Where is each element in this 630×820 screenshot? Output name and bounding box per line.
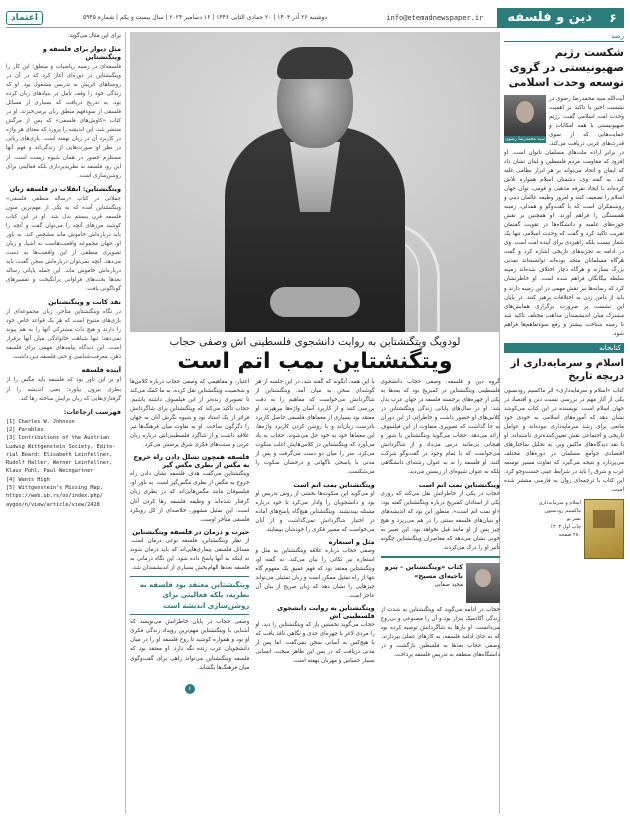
- main-article: [130, 32, 500, 814]
- left-subhead-1: مثل دیوار برای فلسفه و ویتگنشتاین: [42, 45, 121, 62]
- references-title: فهرست ارجاعات:: [63, 407, 121, 416]
- left-subhead-3: نقد کانت و ویتگنشتاین: [48, 298, 121, 307]
- col2-body-2: او می‌گوید این سکوت‌ها بخشی از روش تدریس او بود و دانشجویان را وادار می‌کرد تا خود درباره مسئله بیندیشند. ویتگنشتاین هیچ‌گاه پاسخ‌های آماده در اختیار شاگردانش نمی‌گذاشت و از آنان می‌خواست که مسیر فکری را خودشان بپیمایند.: [255, 490, 375, 533]
- article-column-1: [381, 378, 500, 808]
- author-face: [516, 101, 534, 123]
- author-photo-caption: سید محمدرضا رضوی: [505, 136, 545, 142]
- col2-body-4: حجاب می‌گوید نخستین بار که ویتگنشتاین را دید، او را مردی لاغر با چهره‌ای جدی و نگاهی نافذ یافت که با هیچ‌کس به آسانی سخن نمی‌گفت. اما پس از مدتی دریافت که در پس این ظاهر سخت، انسانی بسیار حساس و مهربان نهفته است.: [255, 622, 375, 665]
- left-column: [6, 32, 126, 814]
- col3-body: اعتبار، و مفاهیمی که وصفی حجاب درباره کلاس‌ها و شخصیت ویتگنشتاین نقل کرده، به ما کمک می‌کند تا تصویری زنده‌تر از این فیلسوف داشته باشیم. حجاب تأکید می‌کند که ویتگنشتاین برای شاگردانش فراتر از یک استاد بود و شیوه نگرش آنان به جهان را دگرگون ساخت. او به تفاوت میان فرهنگ‌ها نیز علاقه داشت و از شاگرد فلسطینی‌اش درباره زبان عربی و سنت‌های فکری شرق پرسش می‌کرد.: [130, 379, 250, 449]
- col2-body-3: وصفی حجاب درباره علاقه ویتگنشتاین به مثل و استعاره نیز نکاتی را بیان می‌کند. به گفته او، ویتگنشتاین معتقد بود که فهم عمیق یک مفهوم گاه تنها از راه تمثیل ممکن است و زبان تمثیلی می‌تواند چیزهایی را نشان دهد که زبان صریح از بیان آن عاجز است.: [255, 547, 375, 599]
- left-subhead-4: آینده فلسفه: [81, 366, 121, 375]
- col2-subhead: ویتگنشتاین بمب اتم است: [293, 480, 375, 489]
- right-tag: رصد: [504, 32, 624, 42]
- article-headline: ویتگنشتاین بمب اتم است: [177, 349, 453, 374]
- book-review-body: کتاب «اسلام و سرمایه‌داری» اثر ماکسیم رودنسون یکی از آثار مهم در بررسی نسبت دین و اقتصاد در جهان اسلام است. نویسنده در این کتاب می‌کوشد نشان دهد که آموزه‌های اسلامی به خودی خود مانعی برای رشد سرمایه‌داری نبوده‌اند و عوامل تاریخی و اجتماعی نقش تعیین‌کننده‌تری داشته‌اند. او با نقد دیدگاه‌های ماکس وبر، به تحلیل ساختارهای اقتصادی جوامع مسلمان در دوره‌های مختلف می‌پردازد و نتیجه می‌گیرد که تفاوت مسیر توسعه غرب و شرق را باید در شرایط عینی جست‌وجو کرد. این کتاب با ترجمه‌ای روان به فارسی منتشر شده است.: [504, 387, 624, 494]
- col1-body-3: حجاب در ادامه می‌گوید که ویتگنشتاین به شدت از زندگی آکادمیک بیزار بود و آن را مصنوعی و بی‌روح می‌دانست. او بارها به شاگردانش توصیه کرده بود که به جای ادامه فلسفه، به کارهای عملی بپردازند. وصفی حجاب بعدها به فلسطین بازگشت و در دانشگاه‌های منطقه به تدریس فلسفه پرداخت.: [380, 606, 500, 659]
- book-cover-image: [584, 499, 624, 559]
- left-intro: برای این مثال می‌گوید:: [67, 33, 121, 39]
- page-number: ۶: [602, 8, 624, 28]
- article-columns: [130, 378, 500, 808]
- col3-body-4: وصفی حجاب در پایان خاطراتش می‌نویسد که آشنایی با ویتگنشتاین مهم‌ترین رویداد زندگی فکری او بود و همواره کوشید تا روح فلسفه او را در میان دانشجویان عرب زنده نگه دارد. او معتقد بود که فلسفه ویتگنشتاین می‌تواند راهی برای گفت‌وگوی میان فرهنگ‌ها بگشاید.: [130, 619, 250, 671]
- left-body-3: در نگاه ویتگنشتاین متأخر، زبان مجموعه‌ای از بازی‌های متنوع است که هر یک قواعد خاص خود را دارند و هیچ ذات مشترکی آنها را به هم پیوند نمی‌دهد؛ تنها شباهت خانوادگی میان آنها برقرار است. این دیدگاه پیامدهای مهمی برای فلسفه ذهن، معرفت‌شناسی و حتی فلسفه دین داشت.: [6, 309, 121, 361]
- right-article-title: شکست رژیم صهیونیستی در گروی توسعه وحدت اسلامی: [508, 46, 624, 89]
- author-box: [381, 563, 500, 603]
- library-tag: کتابخانه: [504, 343, 624, 353]
- left-body-1: فلسفه‌ای در زمینه ریاضیات و منطق؛ این کار را ویتگنشتاین در دوره‌ای آغاز کرد که در آن در روستاهای اتریش به تدریس مشغول بود. او که زندگی خود را وقف تأمل در بنیادهای زبان کرده بود، به تدریج دریافت که بسیاری از مسائل فلسفی از سوءفهم منطق زبان برمی‌خیزند. او در کتاب «کاوش‌های فلسفی» که پس از مرگش منتشر شد، این اندیشه را پرورد که معنای هر واژه در کاربرد آن در زبان نهفته است. بازی‌های زبانی در نظر او صورت‌هایی از زندگی‌اند و فهم آنها مستلزم حضور در همان شیوه زیست است. از این رو، فلسفه نه نظریه‌پردازی بلکه فعالیتی برای روشن‌سازی است.: [6, 64, 121, 179]
- right-article-body: آیت‌الله سید محمدرضا رضوی در نشست اخیر با تاکید بر اهمیت وحدت امت اسلامی گفت: رژیم صهیونیستی با همه امکانات و حمایت‌هایی که از سوی قدرت‌های غربی دریافت می‌کند، در برابر اراده ملت‌های مسلمان ناتوان است. او افزود که مقاومت مردم فلسطین و لبنان نشان داد که ایمان و اتحاد می‌تواند بر هر ابزار نظامی غلبه کند. به گفته وی، دشمنان اسلام همواره تلاش کرده‌اند با ایجاد تفرقه مذهبی و قومی، توان جهان اسلام را تضعیف کنند و امروز وظیفه عالمان دینی و روشنفکران است که با گفت‌وگو و همدلی، زمینه همبستگی را فراهم آورند. او همچنین بر نقش حوزه‌های علمیه و دانشگاه‌ها در تقویت گفتمان تقریب تاکید کرد و گفت که وحدت اسلامی تنها یک شعار نیست بلکه راهبردی برای آینده امت است. وی در ادامه به تجربه‌های تاریخی اشاره کرد و گفت هرگاه مسلمانان متحد بوده‌اند توانسته‌اند تمدنی بزرگ بسازند و هرگاه دچار اختلاف شده‌اند زمینه سلطه بیگانگان فراهم شده است. او خاطرنشان کرد که رسانه‌ها نیز نقش مهمی در این زمینه دارند و باید از دامن زدن به اختلافات پرهیز کنند. در پایان این نشست بر ضرورت برگزاری همایش‌های مشترک میان اندیشمندان مذاهب مختلف تاکید شد تا زمینه شناخت بیشتر و رفع سوءتفاهم‌ها فراهم شود.: [504, 95, 624, 337]
- date-line: دوشنبه ۲۶ آذر ۱۴۰۳ | ۲۰ جمادی الثانی ۱۴۴۶ | ۱۶ دسامبر ۲۰۲۴ | سال بیست و یکم | شماره ۵۹۴۵: [82, 14, 328, 21]
- col1-body: گروه دین و فلسفه: وصفی حجاب دانشجوی فلسطینی ویتگنشتاین در کمبریج بود که بعدها به یکی از چهره‌های برجسته فلسفه در جهان عرب بدل شد. او در سال‌های پایانی زندگی ویتگنشتاین در کلاس‌های او حضور داشت و خاطراتی از این دوران به جا گذاشت که تصویری متفاوت از این فیلسوف ارائه می‌دهد. حجاب می‌گوید ویتگنشتاین با شور و هیجانی بی‌مانند درس می‌داد و از شاگردانش می‌خواست که با تمام وجود در گفت‌وگو شرکت کنند. او فلسفه را نه به عنوان رشته‌ای دانشگاهی بلکه به عنوان شیوه‌ای از زیستن می‌دید.: [380, 379, 500, 476]
- col3-body-3: از نظر ویتگنشتاین، فلسفه نوعی درمان است. مسائل فلسفی بیماری‌هایی‌اند که باید درمان شوند نه اینکه به آنها پاسخ داده شود. این نگاه درمانی به فلسفه بعدها الهام‌بخش بسیاری از اندیشمندان شد.: [130, 537, 250, 571]
- wittgenstein-photo: [130, 32, 500, 332]
- col2-subhead-3: ویتگنشتاین به روایت دانشجوی فلسطینی اش: [277, 604, 375, 621]
- book-box-inline: [381, 556, 500, 660]
- author-portrait: [466, 563, 500, 603]
- author-book-title: کتاب «ویتگنشتاین – پیرو ناجیه‌ای مسیح»: [384, 562, 463, 580]
- right-column: [499, 32, 624, 814]
- col2-subhead-2: مثل و استعاره: [328, 537, 375, 546]
- left-body-2: جملاتی در کتاب «رساله منطقی فلسفی» ویتگنشتاین آمده که به یکی از مهم‌ترین متون فلسفه قرن بیستم بدل شد. او در این کتاب کوشید مرزهای آنچه را می‌توان گفت و آنچه را باید درباره‌اش خاموش ماند مشخص کند. به باور او، جهان مجموعه واقعیت‌هاست نه اشیا، و زبان تصویری منطقی از این واقعیت‌ها به دست می‌دهد. آنچه نمی‌توان درباره‌اش سخن گفت، باید درباره‌اش خاموش ماند. این جمله پایانی رساله بعدها بحث‌های فراوانی برانگیخت و تفسیرهای گوناگونی یافت.: [6, 195, 121, 293]
- left-body-4: او بر این باور بود که فلسفه باید مگس را از بطری بیرون بیاورد؛ یعنی اندیشه را از گرفتاری‌هایی که زبان برایش ساخته رها کند.: [6, 377, 121, 402]
- col1-body-2: حجاب در یکی از خاطراتش نقل می‌کند که روزی یکی از استادان کمبریج درباره ویتگنشتاین گفته بود: «او بمب اتم است». منظور این بود که اندیشه‌های او بنیان‌های فلسفه سنتی را در هم می‌ریزد و هیچ چیز پس از او مانند قبل نخواهد بود. این تعبیر به خوبی نشان می‌دهد که معاصران ویتگنشتاین چگونه تأثیر او را درک می‌کردند.: [380, 490, 500, 551]
- book-box: [504, 499, 624, 559]
- author-name: مجید صفایی: [434, 582, 463, 589]
- author-photo: [504, 95, 546, 143]
- newspaper-logo: اعتماد: [6, 11, 43, 25]
- page-header: [6, 8, 624, 28]
- email-link[interactable]: info@etemadnewspaper.ir: [386, 13, 484, 22]
- figure-hands: [270, 287, 360, 317]
- references-list: [1] Charles W. Johnson [2] Parables [3] Contributions of the Austrian Ludwig Wittgenstein Society, Edito- rial Board: Elisabeth Leinfellner, Rudolf Haller, Werner Leinfellner, Klaus Puhl, Paul Weingartner [4] Wants High [5] Wittgenstein's Missing Map, https://web.ub.rs/oo/index.php/ aygoo/n/view/article/view/2428: [6, 418, 116, 508]
- col1-subhead: ویتگنشتاین بمب اتم است: [418, 480, 500, 489]
- col2-body: با این همه، آنگونه که گفته شد، در این جلسه از هر گوشه‌ای سخن به میان آمد. ویتگنشتاین از شاگردانش می‌خواست که مفاهیم را به دقت بررسی کنند و از کاربرد آسان واژه‌ها بپرهیزند. او معتقد بود بسیاری از معماهای فلسفی حاصل کاربرد نادرست زبان‌اند و با روشن کردن کاربرد واژه‌ها، این معماها خود به خود حل می‌شوند. حجاب به یاد می‌آورد که ویتگنشتاین در کلاس‌هایش اغلب سکوت می‌کرد، سر را میان دو دست می‌گرفت و پس از مدتی با پاسخی ناگهانی و درخشان سکوت را می‌شکست.: [255, 379, 375, 476]
- article-column-3: [130, 378, 249, 808]
- book-review-title: اسلام و سرمایه‌داری از دریچه تاریخ: [510, 357, 624, 383]
- col3-body-2: ویتگنشتاین می‌گفت هدف فلسفه نشان دادن راه خروج به مگس از بطری مگس‌گیر است. به باور او، فیلسوفان مانند مگس‌هایی‌اند که در بطری زبان گرفتار شده‌اند و وظیفه فلسفه رها کردن آنان است. این تمثیل مشهور، خلاصه‌ای از کل رویکرد فلسفی متأخر اوست.: [130, 471, 250, 523]
- article-kicker: لودویگ ویتگنشتاین به روایت دانشجوی فلسطینی اش وصفی حجاب: [169, 336, 461, 348]
- pull-quote: ویتگنشتاین معتقد بود فلسفه نه نظریه، بلکه فعالیتی برای روشن‌سازی اندیشه است: [130, 576, 249, 616]
- page-mark-circle: ۶: [185, 684, 195, 694]
- col3-subhead: فلسفه همچون تشلل دادن راه خروج به مگس از بطری مگس گیر: [133, 453, 250, 470]
- left-subhead-2: ویتگنشتاین: انقلاب در فلسفه زبان: [9, 184, 121, 193]
- book-info: اسلام و سرمایه‌داری ماکسیم رودنسون نشر نو چاپ اول ۱۴۰۳ ۲۸۰ صفحه: [538, 500, 581, 539]
- article-column-2: [255, 378, 374, 808]
- section-title: دین و فلسفه: [497, 8, 602, 28]
- col3-subhead-2: حیرت و درمان در فلسفه ویتگنشتاین: [132, 527, 250, 536]
